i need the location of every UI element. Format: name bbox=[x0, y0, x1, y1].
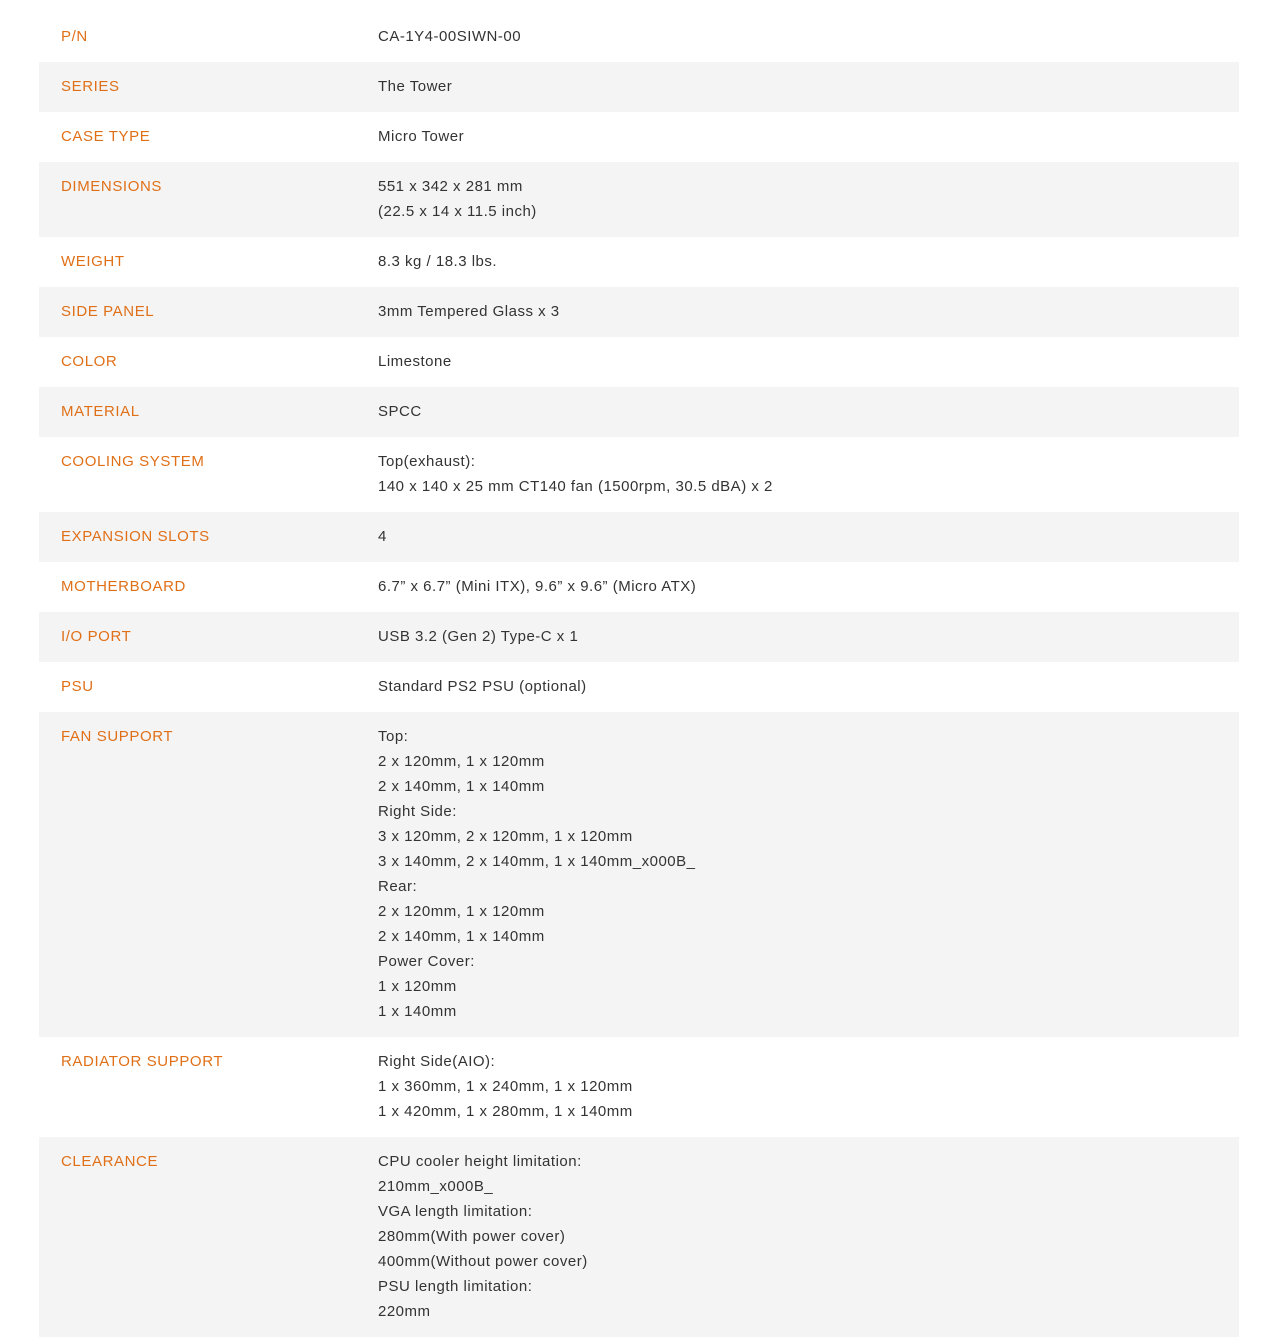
spec-value-line: 551 x 342 x 281 mm bbox=[378, 178, 523, 195]
spec-value-line: USB 3.2 (Gen 2) Type-C x 1 bbox=[378, 628, 579, 645]
spec-value-line: 3 x 120mm, 2 x 120mm, 1 x 120mm bbox=[378, 828, 633, 845]
spec-row bbox=[39, 12, 1239, 62]
spec-value-line: 400mm(Without power cover) bbox=[378, 1253, 588, 1270]
spec-label: COLOR bbox=[61, 353, 118, 370]
spec-row bbox=[39, 237, 1239, 287]
spec-value bbox=[378, 249, 1239, 274]
spec-value bbox=[378, 124, 1239, 149]
spec-value-line: Limestone bbox=[378, 353, 452, 370]
spec-label: EXPANSION SLOTS bbox=[61, 528, 210, 545]
spec-value-line: Top(exhaust): bbox=[378, 453, 476, 470]
spec-label: MATERIAL bbox=[61, 403, 140, 420]
spec-row bbox=[39, 1137, 1239, 1337]
spec-value bbox=[378, 674, 1239, 699]
spec-value-line: Micro Tower bbox=[378, 128, 465, 145]
spec-value-line: CPU cooler height limitation: bbox=[378, 1153, 582, 1170]
spec-row bbox=[39, 1037, 1239, 1137]
spec-value-line: 280mm(With power cover) bbox=[378, 1228, 566, 1245]
spec-row bbox=[39, 512, 1239, 562]
spec-row bbox=[39, 612, 1239, 662]
spec-value bbox=[378, 74, 1239, 99]
spec-value bbox=[378, 624, 1239, 649]
spec-value-line: (22.5 x 14 x 11.5 inch) bbox=[378, 203, 537, 220]
spec-row bbox=[39, 162, 1239, 237]
spec-value-line: 2 x 140mm, 1 x 140mm bbox=[378, 928, 545, 945]
spec-label: WEIGHT bbox=[61, 253, 125, 270]
spec-value bbox=[378, 524, 1239, 549]
spec-value bbox=[378, 724, 1239, 1024]
spec-value bbox=[378, 174, 1239, 224]
spec-value-line: Right Side(AIO): bbox=[378, 1053, 496, 1070]
spec-value-line: 6.7” x 6.7” (Mini ITX), 9.6” x 9.6” (Micro ATX) bbox=[378, 578, 697, 595]
spec-table bbox=[39, 12, 1239, 1337]
spec-value-line: 1 x 360mm, 1 x 240mm, 1 x 120mm bbox=[378, 1078, 633, 1095]
spec-row bbox=[39, 287, 1239, 337]
spec-row bbox=[39, 712, 1239, 1037]
spec-label: I/O PORT bbox=[61, 628, 132, 645]
spec-label: SERIES bbox=[61, 78, 120, 95]
spec-value-line: 2 x 120mm, 1 x 120mm bbox=[378, 903, 545, 920]
spec-row bbox=[39, 112, 1239, 162]
spec-row bbox=[39, 62, 1239, 112]
spec-value-line: 2 x 120mm, 1 x 120mm bbox=[378, 753, 545, 770]
spec-label: CASE TYPE bbox=[61, 128, 151, 145]
spec-value-line: 3mm Tempered Glass x 3 bbox=[378, 303, 560, 320]
spec-value-line: CA-1Y4-00SIWN-00 bbox=[378, 28, 522, 45]
spec-value bbox=[378, 24, 1239, 49]
spec-value-line: 4 bbox=[378, 528, 387, 545]
spec-value bbox=[378, 1149, 1239, 1324]
spec-value bbox=[378, 449, 1239, 499]
spec-value-line: 1 x 120mm bbox=[378, 978, 457, 995]
spec-value-line: 3 x 140mm, 2 x 140mm, 1 x 140mm_x000B_ bbox=[378, 853, 696, 870]
spec-value-line: Standard PS2 PSU (optional) bbox=[378, 678, 587, 695]
spec-label: PSU bbox=[61, 678, 94, 695]
spec-row bbox=[39, 662, 1239, 712]
spec-value-line: 1 x 420mm, 1 x 280mm, 1 x 140mm bbox=[378, 1103, 633, 1120]
spec-value-line: 210mm_x000B_ bbox=[378, 1178, 494, 1195]
spec-value-line: 2 x 140mm, 1 x 140mm bbox=[378, 778, 545, 795]
spec-row bbox=[39, 562, 1239, 612]
spec-value-line: PSU length limitation: bbox=[378, 1278, 533, 1295]
spec-value-line: 140 x 140 x 25 mm CT140 fan (1500rpm, 30.5 dBA) x 2 bbox=[378, 478, 773, 495]
spec-label: COOLING SYSTEM bbox=[61, 453, 205, 470]
spec-value-line: VGA length limitation: bbox=[378, 1203, 533, 1220]
spec-row bbox=[39, 437, 1239, 512]
spec-value-line: 8.3 kg / 18.3 lbs. bbox=[378, 253, 498, 270]
spec-value bbox=[378, 1049, 1239, 1124]
spec-value-line: Right Side: bbox=[378, 803, 457, 820]
spec-label: FAN SUPPORT bbox=[61, 728, 174, 745]
spec-row bbox=[39, 387, 1239, 437]
spec-label: DIMENSIONS bbox=[61, 178, 163, 195]
spec-value bbox=[378, 574, 1239, 599]
spec-row bbox=[39, 337, 1239, 387]
spec-value bbox=[378, 399, 1239, 424]
spec-label: RADIATOR SUPPORT bbox=[61, 1053, 224, 1070]
spec-value bbox=[378, 349, 1239, 374]
spec-value-line: Rear: bbox=[378, 878, 418, 895]
spec-label: MOTHERBOARD bbox=[61, 578, 186, 595]
spec-label: SIDE PANEL bbox=[61, 303, 155, 320]
spec-value-line: 220mm bbox=[378, 1303, 431, 1320]
spec-value-line: SPCC bbox=[378, 403, 422, 420]
spec-value-line: 1 x 140mm bbox=[378, 1003, 457, 1020]
spec-value bbox=[378, 299, 1239, 324]
spec-label: CLEARANCE bbox=[61, 1153, 159, 1170]
spec-value-line: Top: bbox=[378, 728, 409, 745]
spec-value-line: Power Cover: bbox=[378, 953, 475, 970]
spec-value-line: The Tower bbox=[378, 78, 453, 95]
spec-label: P/N bbox=[61, 28, 88, 45]
